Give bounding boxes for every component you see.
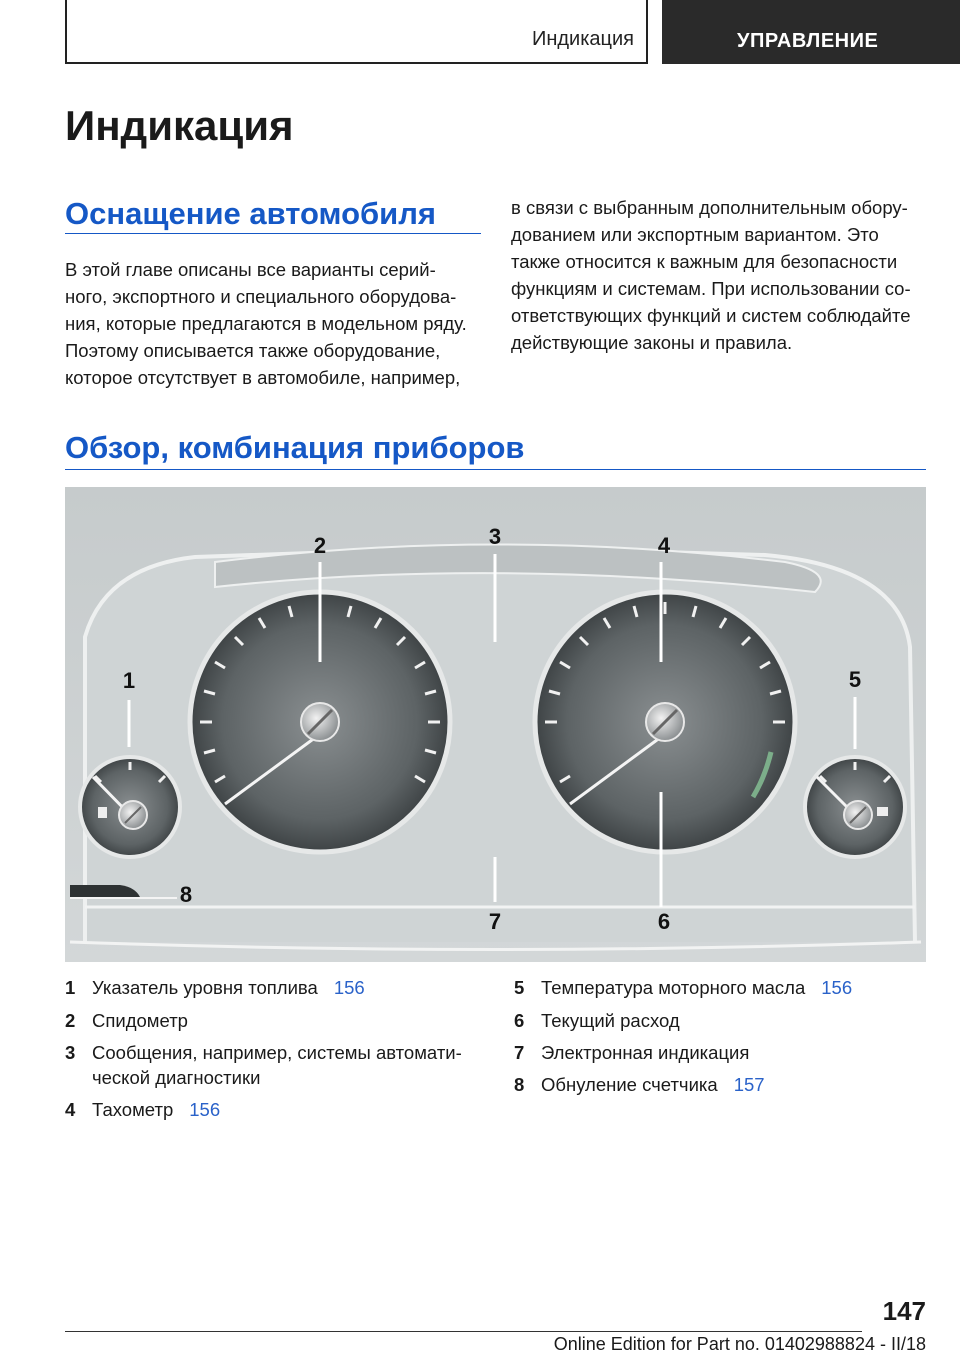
callout-8: 8 <box>179 882 193 907</box>
page-reference-link[interactable]: 156 <box>189 1099 221 1120</box>
header-section-tab <box>65 0 648 64</box>
page-reference-link[interactable]: 156 <box>333 977 365 998</box>
section-heading-equipment: Оснащение автомобиля <box>65 196 436 231</box>
equipment-text-right: в связи с выбранным дополнительным обору- дованием или экспортным вариантом. Это также относится к важным для безопасности функциям и системам. При использовании со- ответствующих функций и систем соблюдайте действующие законы и правила. <box>511 197 911 353</box>
page-reference-link[interactable]: 156 <box>821 977 853 998</box>
callout-3: 3 <box>488 524 502 549</box>
oil-can-icon <box>877 807 888 816</box>
header-chapter-tab <box>662 0 960 64</box>
callout-2: 2 <box>313 533 327 558</box>
oil-temperature-gauge <box>805 757 905 857</box>
section-rule <box>65 233 481 234</box>
callout-1: 1 <box>122 668 136 693</box>
header-section-label: Индикация <box>531 28 634 50</box>
footer-rule <box>65 1331 862 1332</box>
fuel-pump-icon <box>98 807 107 818</box>
callout-4: 4 <box>657 533 671 558</box>
instrument-cluster-figure <box>65 487 926 962</box>
page-title: Индикация <box>65 102 294 149</box>
callout-7: 7 <box>488 909 502 934</box>
callout-6: 6 <box>657 909 671 934</box>
page-reference-link[interactable]: 157 <box>733 1074 765 1095</box>
equipment-text-left: В этой главе описаны все варианты серий- ного, экспортного и специального оборудова- ния, которые предлагаются в модельном ряду. Поэтому описывается также оборудование, которое отсутствует в автомобиле, например, <box>65 259 467 388</box>
section-heading-overview: Обзор, комбинация приборов <box>65 430 525 465</box>
footer-edition-text: Online Edition for Part no. 01402988824 - II/18 <box>553 1334 926 1354</box>
callout-5: 5 <box>848 667 862 692</box>
tachometer-gauge <box>535 592 795 852</box>
page-number: 147 <box>882 1296 926 1326</box>
section-rule <box>65 469 926 470</box>
fuel-gauge <box>80 757 180 857</box>
header-chapter-label: УПРАВЛЕНИЕ <box>737 30 879 52</box>
